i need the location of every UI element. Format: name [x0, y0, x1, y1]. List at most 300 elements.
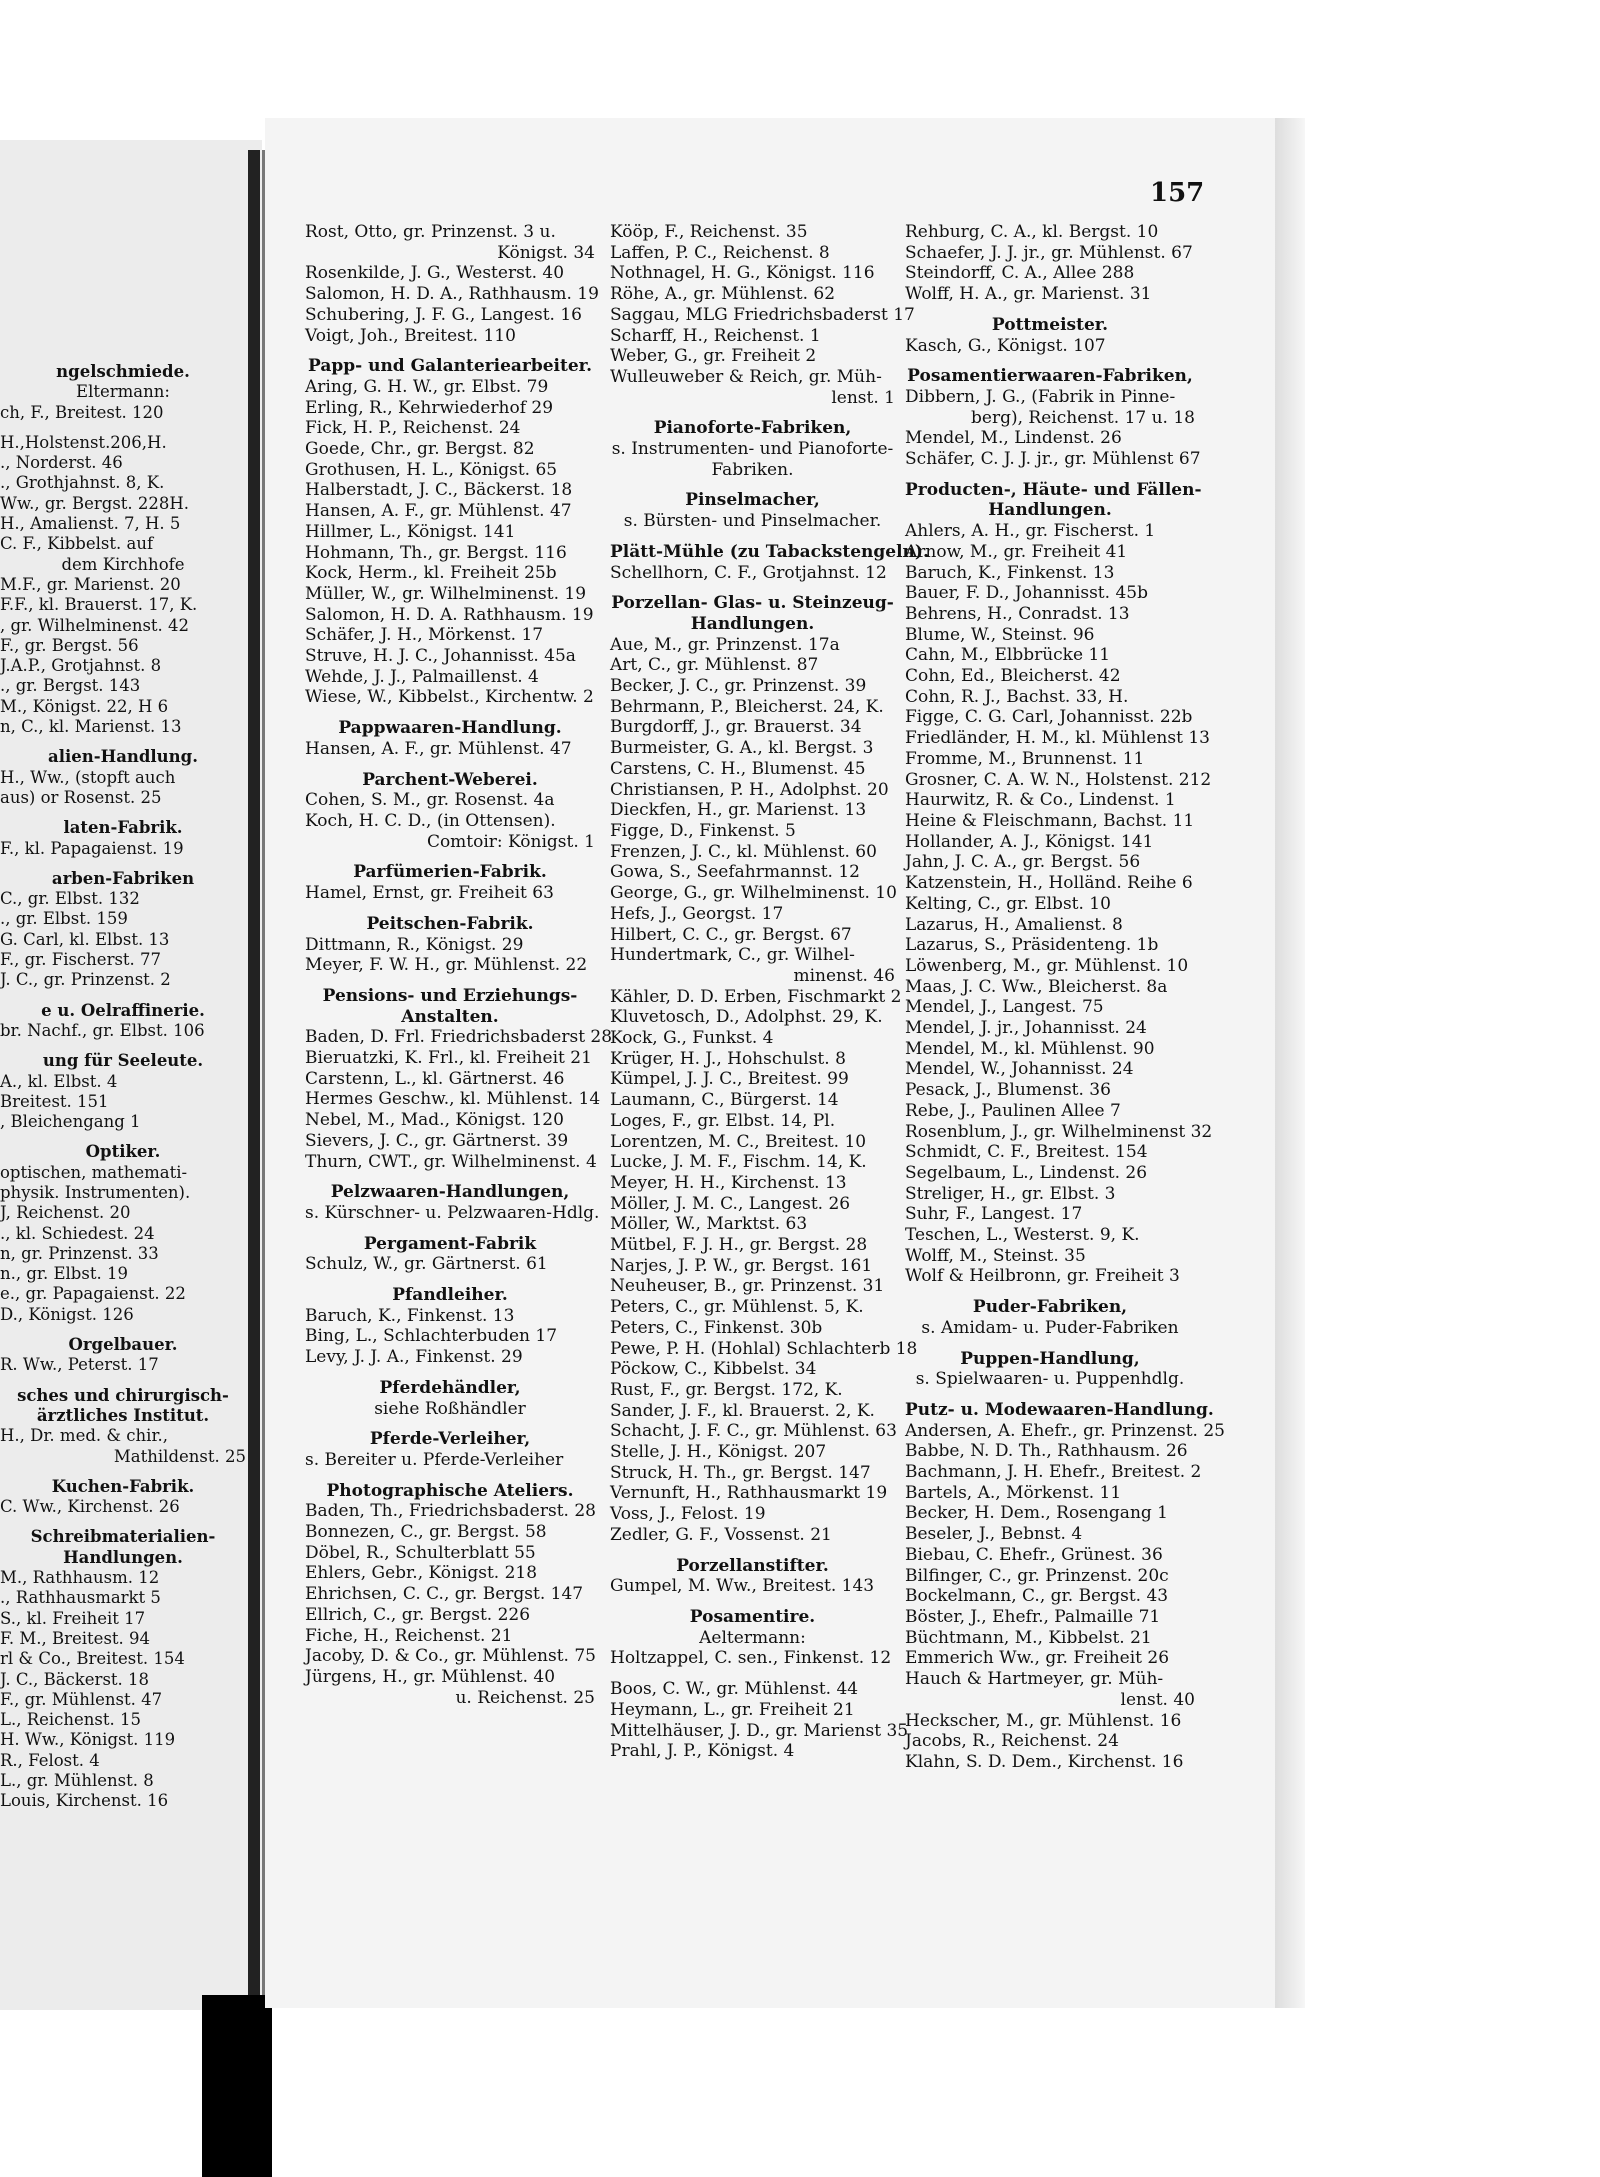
directory-entry: F., gr. Bergst. 56	[0, 635, 139, 655]
directory-entry: Mendel, J. jr., Johannisst. 24	[905, 1018, 1147, 1039]
section-gap	[0, 1376, 246, 1386]
directory-entry: Hauch & Hartmeyer, gr. Müh-	[905, 1669, 1164, 1690]
page-number: 157	[1150, 178, 1205, 208]
directory-entry: Schmidt, C. F., Breitest. 154	[905, 1142, 1148, 1163]
directory-entry: Kasch, G., Königst. 107	[905, 335, 1106, 356]
directory-entry: Laffen, P. C., Reichenst. 8	[610, 242, 830, 263]
directory-entry: Peters, C., Finkenst. 30b	[610, 1317, 823, 1338]
section-heading: Porzellanstifter.	[676, 1555, 829, 1576]
directory-entry: Aeltermann:	[699, 1627, 806, 1648]
left-page	[0, 140, 262, 2010]
directory-entry: Schubering, J. F. G., Langest. 16	[305, 304, 582, 325]
directory-entry: Salomon, H. D. A. Rathhausm. 19	[305, 604, 594, 625]
directory-entry: Klahn, S. D. Dem., Kirchenst. 16	[905, 1751, 1184, 1772]
directory-entry: Wulleuweber & Reich, gr. Müh-	[610, 366, 882, 387]
section-heading: laten-Fabrik.	[63, 818, 183, 838]
directory-entry: Nothnagel, H. G., Königst. 116	[610, 263, 875, 284]
section-gap	[610, 532, 895, 542]
directory-entry: Hundertmark, C., gr. Wilhel-	[610, 945, 855, 966]
section-gap	[305, 1419, 595, 1429]
directory-entry: Ahlers, A. H., gr. Fischerst. 1	[905, 521, 1156, 542]
section-gap	[305, 1172, 595, 1182]
directory-entry: Bing, L., Schlachterbuden 17	[305, 1326, 558, 1347]
directory-entry: Mendel, M., kl. Mühlenst. 90	[905, 1038, 1155, 1059]
directory-entry: Ehrichsen, C. C., gr. Bergst. 147	[305, 1584, 584, 1605]
directory-entry: Jacoby, D. & Co., gr. Mühlenst. 75	[305, 1646, 596, 1667]
directory-entry: Bartels, A., Mörkenst. 11	[905, 1482, 1122, 1503]
directory-entry: ., gr. Elbst. 159	[0, 909, 128, 929]
directory-entry: Meyer, H. H., Kirchenst. 13	[610, 1172, 847, 1193]
directory-entry: rl & Co., Breitest. 154	[0, 1649, 185, 1669]
directory-entry: Kelting, C., gr. Elbst. 10	[905, 893, 1111, 914]
section-gap	[305, 852, 595, 862]
directory-entry: Prahl, J. P., Königst. 4	[610, 1741, 795, 1762]
directory-entry: Rosenblum, J., gr. Wilhelminenst 32	[905, 1121, 1213, 1142]
section-heading: Posamentire.	[689, 1607, 816, 1627]
directory-entry: e., gr. Papagaienst. 22	[0, 1284, 186, 1304]
directory-entry: Rosenkilde, J. G., Westerst. 40	[305, 263, 565, 284]
directory-entry: Hillmer, L., Königst. 141	[305, 521, 516, 542]
directory-entry: Dieckfen, H., gr. Marienst. 13	[610, 800, 867, 821]
directory-entry: Fabriken.	[711, 459, 794, 480]
directory-entry: Voigt, Joh., Breitest. 110	[305, 325, 516, 346]
section-heading: Parchent-Weberei.	[362, 769, 538, 790]
directory-entry: Loges, F., gr. Elbst. 14, Pl.	[610, 1110, 836, 1131]
directory-entry: Aue, M., gr. Prinzenst. 17a	[610, 634, 840, 655]
directory-entry: C. Ww., Kirchenst. 26	[0, 1497, 180, 1517]
directory-entry: Sander, J. F., kl. Brauerst. 2, K.	[610, 1400, 875, 1421]
directory-entry: Vernunft, H., Rathhausmarkt 19	[610, 1483, 888, 1504]
section-heading: Parfümerien-Fabrik.	[353, 862, 547, 883]
directory-entry: Biebau, C. Ehefr., Grünest. 36	[905, 1544, 1163, 1565]
directory-entry: Suhr, F., Langest. 17	[905, 1204, 1083, 1225]
directory-entry: R. Ww., Peterst. 17	[0, 1355, 159, 1375]
directory-entry: Burgdorff, J., gr. Brauerst. 34	[610, 717, 862, 738]
section-gap	[610, 408, 895, 418]
directory-entry: Hamel, Ernst, gr. Freiheit 63	[305, 883, 554, 904]
directory-entry: Ehlers, Gebr., Königst. 218	[305, 1563, 538, 1584]
directory-entry: Katzenstein, H., Holländ. Reihe 6	[905, 873, 1193, 894]
section-heading: Pinselmacher,	[685, 490, 820, 511]
section-gap	[0, 991, 246, 1001]
directory-entry: Rehburg, C. A., kl. Bergst. 10	[905, 222, 1159, 242]
directory-entry: Aring, G. H. W., gr. Elbst. 79	[305, 376, 549, 397]
directory-entry: M.F., gr. Marienst. 20	[0, 574, 181, 594]
directory-entry: Beseler, J., Bebnst. 4	[905, 1524, 1083, 1545]
directory-entry: Gumpel, M. Ww., Breitest. 143	[610, 1576, 875, 1597]
directory-entry: Struve, H. J. C., Johannisst. 45a	[305, 646, 576, 667]
directory-entry: Schäfer, C. J. J. jr., gr. Mühlenst 67	[905, 449, 1201, 470]
directory-entry: Lazarus, H., Amalienst. 8	[905, 914, 1123, 935]
directory-entry: Saggau, MLG Friedrichsbaderst 17	[610, 304, 915, 325]
directory-entry: Döbel, R., Schulterblatt 55	[305, 1542, 536, 1563]
directory-entry: ., kl. Schiedest. 24	[0, 1223, 155, 1243]
directory-entry: Peters, C., gr. Mühlenst. 5, K.	[610, 1297, 864, 1318]
directory-entry: ., Rathhausmarkt 5	[0, 1588, 161, 1608]
directory-entry: optischen, mathemati-	[0, 1162, 188, 1182]
directory-entry: u. Reichenst. 25	[455, 1687, 595, 1708]
directory-entry: physik. Instrumenten).	[0, 1182, 191, 1202]
directory-entry: Thurn, CWT., gr. Wilhelminenst. 4	[305, 1151, 597, 1172]
directory-entry: Laumann, C., Bürgerst. 14	[610, 1090, 839, 1111]
directory-entry: Schulz, W., gr. Gärtnerst. 61	[305, 1254, 548, 1275]
directory-entry: Wolf & Heilbronn, gr. Freiheit 3	[905, 1266, 1180, 1287]
directory-entry: H., Ww., (stopft auch	[0, 767, 176, 787]
directory-entry: Pewe, P. H. (Hohlal) Schlachterb 18	[610, 1338, 918, 1359]
directory-entry: Schellhorn, C. F., Grotjahnst. 12	[610, 562, 887, 583]
directory-entry: Möller, W., Marktst. 63	[610, 1214, 808, 1235]
directory-entry: Meyer, F. W. H., gr. Mühlenst. 22	[305, 955, 588, 976]
directory-entry: Wiese, W., Kibbelst., Kirchentw. 2	[305, 687, 594, 708]
directory-entry: Stelle, J. H., Königst. 207	[610, 1442, 827, 1463]
directory-entry: Figge, D., Finkenst. 5	[610, 820, 796, 841]
directory-entry: Krüger, H. J., Hohschulst. 8	[610, 1048, 846, 1069]
directory-entry: Fick, H. P., Reichenst. 24	[305, 418, 521, 439]
section-gap	[905, 1390, 1195, 1400]
section-heading: Pergament-Fabrik	[363, 1233, 537, 1254]
directory-entry: L., gr. Mühlenst. 8	[0, 1771, 154, 1790]
directory-entry: Grothusen, H. L., Königst. 65	[305, 459, 558, 480]
directory-entry: Halberstadt, J. C., Bäckerst. 18	[305, 480, 573, 501]
directory-entry: n, C., kl. Marienst. 13	[0, 717, 182, 737]
directory-entry: Schacht, J. F. C., gr. Mühlenst. 63	[610, 1421, 897, 1442]
section-gap	[0, 859, 246, 869]
directory-entry: Voss, J., Felost. 19	[610, 1504, 766, 1525]
directory-entry: minenst. 46	[793, 965, 895, 986]
section-gap	[905, 356, 1195, 366]
directory-entry: C. F., Kibbelst. auf	[0, 534, 154, 554]
directory-entry: Andersen, A. Ehefr., gr. Prinzenst. 25	[905, 1420, 1225, 1441]
directory-entry: M., Königst. 22, H 6	[0, 696, 169, 716]
section-heading: Putz- u. Modewaaren-Handlung.	[905, 1399, 1214, 1420]
left-page-column	[0, 362, 246, 1812]
section-heading: Pappwaaren-Handlung.	[338, 718, 562, 739]
directory-entry: M., Rathhausm. 12	[0, 1568, 160, 1588]
directory-entry: s. Instrumenten- und Pianoforte-	[611, 439, 894, 460]
directory-entry: aus) or Rosenst. 25	[0, 787, 162, 807]
directory-entry: Erling, R., Kehrwiederhof 29	[305, 397, 554, 418]
directory-entry: Teschen, L., Westerst. 9, K.	[905, 1225, 1140, 1246]
directory-entry: Hilbert, C. C., gr. Bergst. 67	[610, 924, 852, 945]
directory-entry: Kock, G., Funkst. 4	[610, 1028, 774, 1049]
section-heading: Pottmeister.	[991, 314, 1109, 335]
directory-entry: H., Dr. med. & chir.,	[0, 1426, 169, 1446]
directory-entry: ., Norderst. 46	[0, 453, 123, 473]
directory-entry: Scharff, H., Reichenst. 1	[610, 325, 821, 346]
section-heading: Pferdehändler,	[379, 1377, 521, 1398]
directory-entry: L., Reichenst. 15	[0, 1710, 141, 1730]
section-heading: Pianoforte-Fabriken,	[653, 418, 852, 439]
directory-entry: lenst. 40	[1120, 1689, 1195, 1710]
directory-entry: R., Felost. 4	[0, 1750, 100, 1770]
directory-entry: Schaefer, J. J. jr., gr. Mühlenst. 67	[905, 242, 1193, 263]
directory-entry: F., gr. Fischerst. 77	[0, 950, 162, 970]
directory-entry: s. Kürschner- u. Pelzwaaren-Hdlg.	[305, 1202, 600, 1223]
directory-entry: Christiansen, P. H., Adolphst. 20	[610, 779, 889, 800]
section-heading: Optiker.	[85, 1142, 161, 1162]
section-heading: Pelzwaaren-Handlungen,	[330, 1182, 570, 1203]
directory-entry: Babbe, N. D. Th., Rathhausm. 26	[905, 1441, 1188, 1462]
section-gap	[305, 760, 595, 770]
directory-entry: G. Carl, kl. Elbst. 13	[0, 929, 170, 949]
directory-entry: Blume, W., Steinst. 96	[905, 624, 1095, 645]
section-heading: Pensions- und Erziehungs-	[322, 985, 578, 1006]
directory-entry: George, G., gr. Wilhelminenst. 10	[610, 883, 897, 904]
section-heading: Plätt-Mühle (zu Tabackstengeln).	[610, 541, 929, 562]
directory-entry: J. C., gr. Prinzenst. 2	[0, 970, 171, 990]
directory-entry: Mendel, W., Johannisst. 24	[905, 1059, 1134, 1080]
directory-entry: Breitest. 151	[0, 1091, 109, 1111]
directory-entry: Emmerich Ww., gr. Freiheit 26	[905, 1648, 1170, 1669]
directory-entry: s. Bereiter u. Pferde-Verleiher	[305, 1449, 564, 1470]
directory-entry: Cohn, Ed., Bleicherst. 42	[905, 666, 1121, 687]
directory-entry: lenst. 1	[831, 387, 895, 408]
directory-entry: Comtoir: Königst. 1	[426, 831, 595, 852]
section-heading: Puder-Fabriken,	[972, 1297, 1128, 1318]
section-gap	[610, 583, 895, 593]
directory-column-1	[305, 222, 613, 1708]
directory-entry: Mendel, J., Langest. 75	[905, 997, 1104, 1018]
directory-entry: Sievers, J. C., gr. Gärtnerst. 39	[305, 1130, 569, 1151]
directory-entry: Rust, F., gr. Bergst. 172, K.	[610, 1379, 843, 1400]
section-gap	[905, 1339, 1195, 1349]
directory-entry: F.F., kl. Brauerst. 17, K.	[0, 595, 198, 615]
section-gap	[610, 1597, 895, 1607]
section-gap	[305, 1471, 595, 1481]
directory-entry: Gowa, S., Seefahrmannst. 12	[610, 862, 860, 883]
directory-entry: J. C., Bäckerst. 18	[0, 1669, 150, 1689]
section-heading: Anstalten.	[401, 1006, 499, 1027]
directory-entry: Frenzen, J. C., kl. Mühlenst. 60	[610, 841, 877, 862]
section-heading: arben-Fabriken	[51, 868, 195, 888]
directory-entry: Kluvetosch, D., Adolphst. 29, K.	[610, 1007, 883, 1028]
directory-column-3	[905, 222, 1225, 1773]
directory-entry: Hermes Geschw., kl. Mühlenst. 14	[305, 1089, 601, 1110]
directory-entry: Ellrich, C., gr. Bergst. 226	[305, 1604, 531, 1625]
directory-entry: ., gr. Bergst. 143	[0, 676, 141, 696]
directory-entry: Streliger, H., gr. Elbst. 3	[905, 1183, 1116, 1204]
section-heading: Papp- und Galanteriearbeiter.	[308, 356, 592, 377]
directory-entry: ., Grothjahnst. 8, K.	[0, 473, 165, 493]
directory-entry: Dittmann, R., Königst. 29	[305, 934, 524, 955]
directory-entry: Behrmann, P., Bleicherst. 24, K.	[610, 696, 884, 717]
section-heading: Posamentierwaaren-Fabriken,	[907, 366, 1193, 387]
directory-entry: Mütbel, F. J. H., gr. Bergst. 28	[610, 1235, 868, 1256]
directory-entry: A., kl. Elbst. 4	[0, 1071, 118, 1091]
directory-entry: Hefs, J., Georgst. 17	[610, 903, 784, 924]
directory-entry: Bilfinger, C., gr. Prinzenst. 20c	[905, 1565, 1169, 1586]
section-gap	[610, 1546, 895, 1556]
directory-entry: H., Amalienst. 7, H. 5	[0, 514, 181, 534]
directory-entry: Pesack, J., Blumenst. 36	[905, 1080, 1111, 1101]
directory-entry: n, gr. Prinzenst. 33	[0, 1243, 159, 1263]
section-gap	[610, 1669, 895, 1679]
section-gap	[0, 1467, 246, 1477]
section-gap	[305, 1224, 595, 1234]
directory-entry: Becker, H. Dem., Rosengang 1	[905, 1503, 1168, 1524]
directory-entry: C., gr. Elbst. 132	[0, 889, 140, 909]
directory-entry: Goede, Chr., gr. Bergst. 82	[305, 439, 535, 460]
directory-entry: Cohn, R. J., Bachst. 33, H.	[905, 686, 1129, 707]
directory-entry: Segelbaum, L., Lindenst. 26	[905, 1162, 1148, 1183]
section-gap	[0, 1041, 246, 1051]
directory-entry: Königst. 34	[497, 242, 595, 263]
section-gap	[0, 737, 246, 747]
directory-entry: Dibbern, J. G., (Fabrik in Pinne-	[905, 386, 1176, 407]
directory-entry: Levy, J. J. A., Finkenst. 29	[305, 1347, 523, 1368]
directory-entry: Baruch, K., Finkenst. 13	[905, 562, 1115, 583]
directory-entry: siehe Roßhändler	[374, 1398, 526, 1419]
directory-entry: Böster, J., Ehefr., Palmaille 71	[905, 1607, 1161, 1627]
right-page-edge	[1275, 118, 1305, 2008]
directory-entry: Fromme, M., Brunnenst. 11	[905, 748, 1145, 769]
directory-entry: Bauer, F. D., Johannisst. 45b	[905, 583, 1148, 604]
directory-entry: br. Nachf., gr. Elbst. 106	[0, 1020, 205, 1040]
directory-entry: Kümpel, J. J. C., Breitest. 99	[610, 1069, 849, 1090]
directory-column-2	[610, 222, 929, 1762]
directory-entry: Steindorff, C. A., Allee 288	[905, 263, 1135, 284]
directory-entry: Burmeister, G. A., kl. Bergst. 3	[610, 738, 874, 759]
directory-entry: , Bleichengang 1	[0, 1112, 141, 1132]
directory-entry: Kööp, F., Reichenst. 35	[610, 222, 808, 242]
directory-entry: Neuheuser, B., gr. Prinzenst. 31	[610, 1276, 885, 1297]
directory-entry: Bonnezen, C., gr. Bergst. 58	[305, 1522, 547, 1543]
directory-entry: Friedländer, H. M., kl. Mühlenst 13	[905, 728, 1210, 749]
book-spine	[248, 150, 260, 2010]
directory-entry: Fiche, H., Reichenst. 21	[305, 1625, 513, 1646]
directory-entry: Pöckow, C., Kibbelst. 34	[610, 1359, 817, 1380]
directory-entry: Jacobs, R., Reichenst. 24	[905, 1731, 1119, 1752]
directory-entry: Bieruatzki, K. Frl., kl. Freiheit 21	[305, 1048, 592, 1069]
section-gap	[610, 480, 895, 490]
section-heading: Orgelbauer.	[68, 1335, 178, 1355]
directory-entry: F., gr. Mühlenst. 47	[0, 1689, 163, 1709]
section-heading: Pferde-Verleiher,	[369, 1429, 531, 1450]
section-heading: Puppen-Handlung,	[960, 1348, 1140, 1369]
directory-entry: Maas, J. C. Ww., Bleicherst. 8a	[905, 976, 1168, 997]
directory-entry: , gr. Wilhelminenst. 42	[0, 615, 190, 635]
directory-entry: Louis, Kirchenst. 16	[0, 1791, 169, 1811]
directory-entry: Lucke, J. M. F., Fischm. 14, K.	[610, 1152, 867, 1173]
directory-entry: Koch, H. C. D., (in Ottensen).	[305, 810, 556, 831]
directory-entry: Art, C., gr. Mühlenst. 87	[610, 655, 819, 676]
directory-entry: dem Kirchhofe	[61, 554, 185, 574]
directory-entry: Heymann, L., gr. Freiheit 21	[610, 1699, 855, 1720]
directory-entry: Cahn, M., Elbbrücke 11	[905, 645, 1111, 666]
section-heading: Porzellan- Glas- u. Steinzeug-	[611, 593, 894, 614]
directory-entry: Wehde, J. J., Palmaillenst. 4	[305, 666, 539, 687]
directory-entry: S., kl. Freiheit 17	[0, 1608, 146, 1628]
directory-entry: Boos, C. W., gr. Mühlenst. 44	[610, 1679, 859, 1700]
directory-entry: Möller, J. M. C., Langest. 26	[610, 1193, 851, 1214]
directory-entry: Rebe, J., Paulinen Allee 7	[905, 1100, 1121, 1121]
directory-entry: Bockelmann, C., gr. Bergst. 43	[905, 1586, 1169, 1607]
directory-entry: Baruch, K., Finkenst. 13	[305, 1305, 515, 1326]
directory-entry: Figge, C. G. Carl, Johannisst. 22b	[905, 707, 1193, 728]
directory-entry: ch, F., Breitest. 120	[0, 402, 164, 422]
section-heading: ärztliches Institut.	[36, 1405, 210, 1425]
section-gap	[305, 346, 595, 356]
section-heading: sches und chirurgisch-	[17, 1385, 229, 1405]
directory-entry: Baden, D. Frl. Friedrichsbaderst 28	[305, 1027, 613, 1048]
section-heading: ung für Seeleute.	[42, 1051, 204, 1071]
directory-entry: Wolff, H. A., gr. Marienst. 31	[905, 284, 1152, 305]
directory-entry: H. Ww., Königst. 119	[0, 1730, 176, 1750]
directory-entry: Heckscher, M., gr. Mühlenst. 16	[905, 1710, 1182, 1731]
directory-entry: Jürgens, H., gr. Mühlenst. 40	[305, 1667, 556, 1687]
section-heading: Peitschen-Fabrik.	[366, 913, 534, 934]
directory-entry: Ww., gr. Bergst. 228H.	[0, 493, 190, 513]
scan-border	[202, 1995, 272, 2177]
directory-entry: Carstens, C. H., Blumenst. 45	[610, 758, 866, 779]
directory-entry: Mathildenst. 25	[113, 1446, 246, 1466]
section-gap	[305, 708, 595, 718]
directory-entry: Cohen, S. M., gr. Rosenst. 4a	[305, 790, 555, 811]
section-gap	[0, 1132, 246, 1142]
directory-entry: n., gr. Elbst. 19	[0, 1264, 128, 1284]
directory-entry: Lorentzen, M. C., Breitest. 10	[610, 1131, 867, 1152]
directory-entry: Müller, W., gr. Wilhelminenst. 19	[305, 583, 587, 604]
directory-entry: F. M., Breitest. 94	[0, 1628, 151, 1648]
section-heading: Pfandleiher.	[392, 1285, 508, 1306]
directory-entry: berg), Reichenst. 17 u. 18	[971, 407, 1195, 428]
section-gap	[305, 1368, 595, 1378]
section-gap	[905, 1287, 1195, 1297]
directory-entry: F., kl. Papagaienst. 19	[0, 838, 184, 858]
section-gap	[905, 470, 1195, 480]
section-gap	[0, 808, 246, 818]
section-gap	[305, 976, 595, 986]
section-gap	[305, 1275, 595, 1285]
directory-entry: Hohmann, Th., gr. Bergst. 116	[305, 542, 567, 563]
directory-entry: Grosner, C. A. W. N., Holstenst. 212	[905, 769, 1212, 790]
directory-entry: Kähler, D. D. Erben, Fischmarkt 2	[610, 986, 902, 1007]
directory-entry: Salomon, H. D. A., Rathhausm. 19	[305, 284, 599, 305]
directory-entry: Heine & Fleischmann, Bachst. 11	[905, 810, 1195, 831]
directory-entry: H.,Holstenst.206,H.	[0, 432, 167, 452]
section-gap	[905, 305, 1195, 315]
directory-entry: Hollander, A. J., Königst. 141	[905, 831, 1154, 852]
directory-entry: s. Amidam- u. Puder-Fabriken	[921, 1317, 1179, 1338]
directory-entry: s. Spielwaaren- u. Puppenhdlg.	[915, 1369, 1185, 1390]
section-heading: Handlungen.	[988, 500, 1112, 521]
directory-entry: s. Bürsten- und Pinselmacher.	[623, 511, 882, 532]
directory-entry: Struck, H. Th., gr. Bergst. 147	[610, 1462, 871, 1483]
section-heading: Handlungen.	[690, 613, 815, 634]
directory-entry: Behrens, H., Conradst. 13	[905, 603, 1130, 624]
section-heading: Producten-, Häute- und Fällen-	[905, 479, 1202, 500]
directory-entry: D., Königst. 126	[0, 1304, 134, 1324]
section-heading: e u. Oelraffinerie.	[41, 1000, 205, 1020]
directory-entry: Bachmann, J. H. Ehefr., Breitest. 2	[905, 1462, 1202, 1483]
directory-entry: Hansen, A. F., gr. Mühlenst. 47	[305, 738, 572, 759]
section-heading: Photographische Ateliers.	[326, 1480, 574, 1501]
directory-entry: Eltermann:	[76, 382, 170, 402]
section-gap	[0, 1325, 246, 1335]
directory-entry: Haurwitz, R. & Co., Lindenst. 1	[905, 790, 1176, 811]
directory-entry: Carstenn, L., kl. Gärtnerst. 46	[305, 1068, 565, 1089]
section-heading: Handlungen.	[63, 1547, 183, 1567]
section-heading: Schreibmaterialien-	[30, 1527, 216, 1547]
section-gap	[0, 423, 246, 433]
directory-entry: Lazarus, S., Präsidenteng. 1b	[905, 935, 1159, 956]
directory-entry: Becker, J. C., gr. Prinzenst. 39	[610, 676, 867, 697]
directory-entry: Wolff, M., Steinst. 35	[905, 1245, 1086, 1266]
directory-entry: Röhe, A., gr. Mühlenst. 62	[610, 284, 836, 305]
directory-entry: Schäfer, J. H., Mörkenst. 17	[305, 625, 544, 646]
section-gap	[305, 904, 595, 914]
directory-entry: Mittelhäuser, J. D., gr. Marienst 35	[610, 1720, 909, 1741]
